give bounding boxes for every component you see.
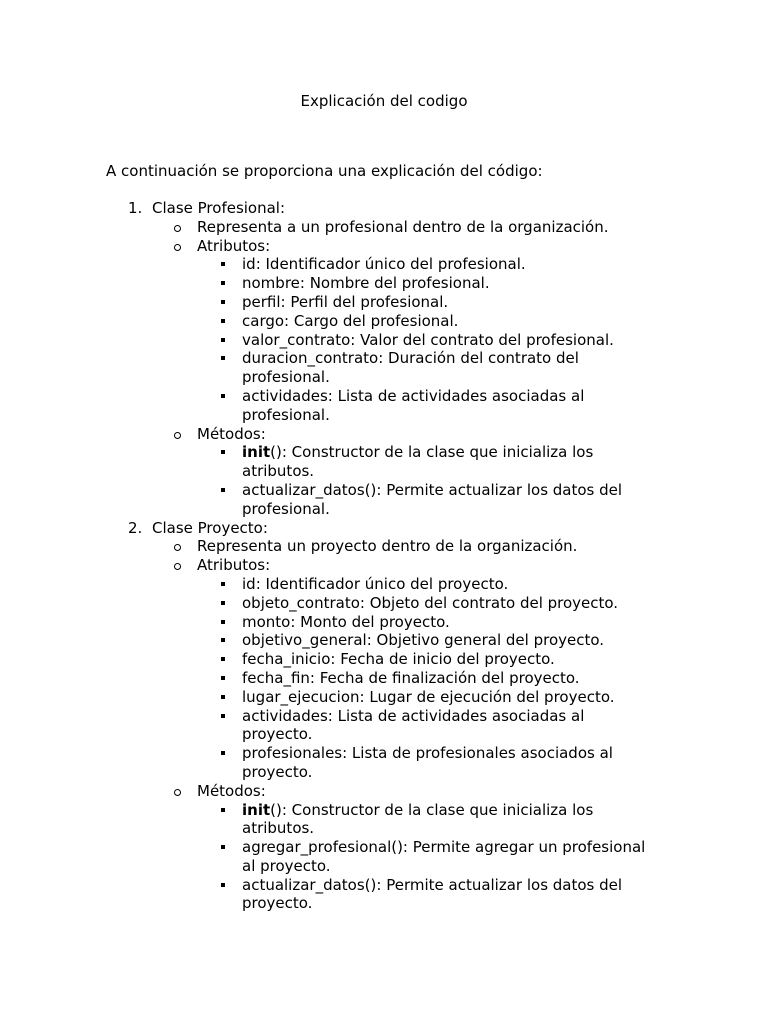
outline-line [0, 857, 768, 876]
square-bullet-icon [221, 676, 225, 680]
method-name: init [242, 443, 271, 462]
section-description: Representa un proyecto dentro de la organización. [197, 537, 578, 556]
outline-line [0, 293, 768, 312]
outline-line [0, 650, 768, 669]
square-bullet-icon [221, 319, 225, 323]
outline-line [0, 349, 768, 368]
attribute-item: id: Identificador único del profesional. [242, 255, 526, 274]
outline-line [0, 199, 768, 218]
attribute-item: lugar_ejecucion: Lugar de ejecución del proyecto. [242, 687, 615, 706]
attributes-label: Atributos: [197, 556, 271, 575]
section-description: Representa a un profesional dentro de la organización. [197, 217, 609, 236]
square-bullet-icon [221, 601, 225, 605]
circle-bullet-icon [174, 432, 181, 439]
attribute-item: profesional. [242, 405, 330, 424]
attribute-item: monto: Monto del proyecto. [242, 612, 450, 631]
attribute-item: nombre: Nombre del profesional. [242, 274, 490, 293]
outline-line [0, 387, 768, 406]
attribute-item: actividades: Lista de actividades asociadas al [242, 386, 585, 405]
square-bullet-icon [221, 695, 225, 699]
document-outline [0, 199, 768, 913]
attribute-item: objeto_contrato: Objeto del contrato del proyecto. [242, 593, 619, 612]
square-bullet-icon [221, 262, 225, 266]
square-bullet-icon [221, 845, 225, 849]
outline-line [0, 613, 768, 632]
section-heading: Clase Profesional: [152, 199, 286, 217]
attribute-item: duracion_contrato: Duración del contrato del [242, 349, 579, 368]
outline-line [0, 894, 768, 913]
square-bullet-icon [221, 638, 225, 642]
methods-label: Métodos: [197, 424, 266, 443]
method-item: profesional. [242, 499, 330, 518]
square-bullet-icon [221, 657, 225, 661]
square-bullet-icon [221, 450, 225, 454]
method-name: init [242, 800, 271, 819]
outline-line [0, 255, 768, 274]
attribute-item: objetivo_general: Objetivo general del proyecto. [242, 631, 605, 650]
outline-line [0, 876, 768, 895]
outline-line [0, 218, 768, 237]
method-item: init(): Constructor de la clase que inicializa los [242, 800, 594, 819]
method-item: proyecto. [242, 894, 313, 913]
method-item: al proyecto. [242, 856, 331, 875]
method-item: atributos. [242, 819, 315, 838]
outline-line [0, 801, 768, 820]
outline-line [0, 707, 768, 726]
square-bullet-icon [221, 356, 225, 360]
section-heading: Clase Proyecto: [152, 518, 268, 537]
attribute-item: profesional. [242, 368, 330, 387]
outline-line [0, 425, 768, 444]
outline-line [0, 838, 768, 857]
outline-line [0, 237, 768, 256]
intro-paragraph: A continuación se proporciona una explicación del código: [106, 162, 543, 180]
outline-line [0, 763, 768, 782]
outline-line [0, 669, 768, 688]
square-bullet-icon [221, 620, 225, 624]
outline-line [0, 481, 768, 500]
attribute-item: profesionales: Lista de profesionales asociados al [242, 744, 613, 763]
outline-line [0, 631, 768, 650]
outline-line [0, 406, 768, 425]
outline-line [0, 556, 768, 575]
attribute-item: valor_contrato: Valor del contrato del profesional. [242, 330, 614, 349]
attribute-item: id: Identificador único del proyecto. [242, 574, 509, 593]
outline-line [0, 744, 768, 763]
square-bullet-icon [221, 808, 225, 812]
outline-line [0, 274, 768, 293]
square-bullet-icon [221, 394, 225, 398]
method-item: agregar_profesional(): Permite agregar un profesional [242, 838, 646, 857]
circle-bullet-icon [174, 789, 181, 796]
method-item: actualizar_datos(): Permite actualizar los datos del [242, 480, 623, 499]
outline-line [0, 368, 768, 387]
attribute-item: perfil: Perfil del profesional. [242, 292, 449, 311]
outline-line [0, 575, 768, 594]
circle-bullet-icon [174, 225, 181, 232]
attribute-item: proyecto. [242, 762, 313, 781]
outline-line [0, 500, 768, 519]
outline-line [0, 331, 768, 350]
outline-line [0, 782, 768, 801]
method-item: init(): Constructor de la clase que inicializa los [242, 443, 594, 462]
attribute-item: fecha_inicio: Fecha de inicio del proyecto. [242, 650, 555, 669]
attribute-item: cargo: Cargo del profesional. [242, 311, 459, 330]
outline-line [0, 594, 768, 613]
outline-line [0, 537, 768, 556]
document-title: Explicación del codigo [300, 92, 468, 110]
outline-line [0, 819, 768, 838]
methods-label: Métodos: [197, 781, 266, 800]
square-bullet-icon [221, 488, 225, 492]
circle-bullet-icon [174, 544, 181, 551]
circle-bullet-icon [174, 563, 181, 570]
square-bullet-icon [221, 751, 225, 755]
attribute-item: actividades: Lista de actividades asociadas al [242, 706, 585, 725]
outline-line [0, 443, 768, 462]
outline-line [0, 312, 768, 331]
attribute-item: fecha_fin: Fecha de finalización del proyecto. [242, 668, 580, 687]
outline-line [0, 519, 768, 538]
square-bullet-icon [221, 300, 225, 304]
attributes-label: Atributos: [197, 236, 271, 255]
square-bullet-icon [221, 338, 225, 342]
method-item: atributos. [242, 462, 315, 481]
square-bullet-icon [221, 883, 225, 887]
square-bullet-icon [221, 281, 225, 285]
circle-bullet-icon [174, 244, 181, 251]
method-item: actualizar_datos(): Permite actualizar los datos del [242, 875, 623, 894]
square-bullet-icon [221, 714, 225, 718]
outline-line [0, 462, 768, 481]
list-number: 1. [128, 199, 143, 217]
list-number: 2. [128, 518, 143, 537]
outline-line [0, 688, 768, 707]
square-bullet-icon [221, 582, 225, 586]
outline-line [0, 725, 768, 744]
attribute-item: proyecto. [242, 725, 313, 744]
